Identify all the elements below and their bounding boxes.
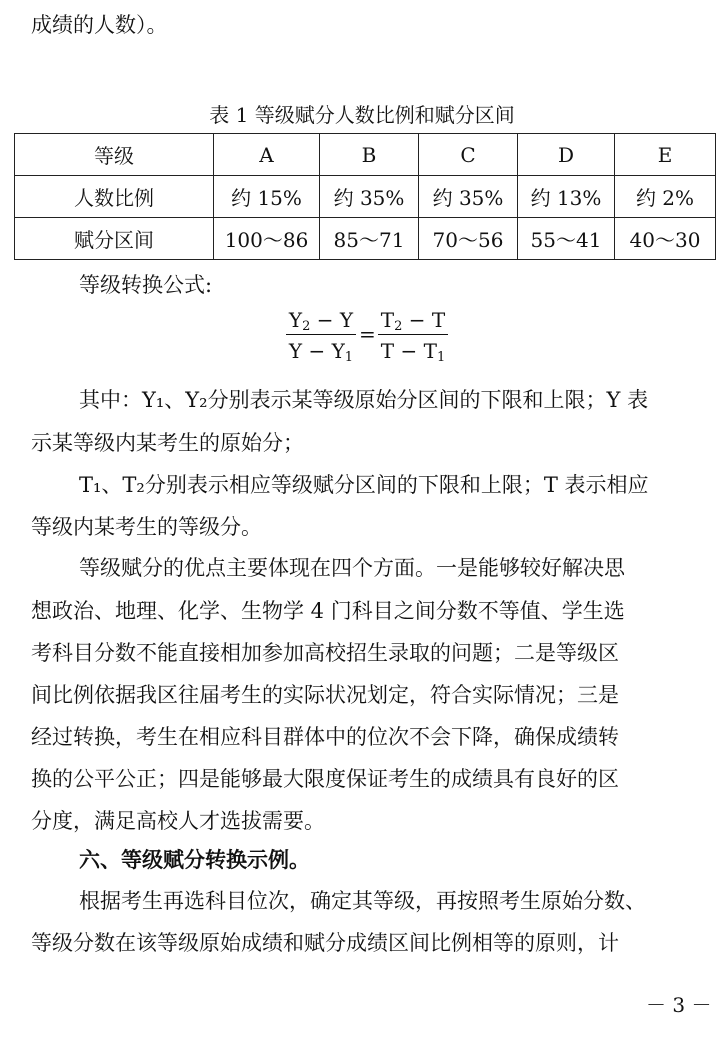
text-line: 成绩的人数）。 [31,13,168,37]
table-cell: 约 35% [320,176,419,218]
table-cell: 赋分区间 [15,218,214,260]
table-row [15,218,716,260]
table-header-cell: E [615,134,716,176]
table-cell: 40～30 [615,218,716,260]
table-cell: 85～71 [320,218,419,260]
text-line: 考科目分数不能直接相加参加高校招生录取的问题；二是等级区 [31,641,619,665]
text-line: 示某等级内某考生的原始分； [31,431,304,455]
text-line: 经过转换，考生在相应科目群体中的位次不会下降，确保成绩转 [31,725,619,749]
section-heading: 六、等级赋分转换示例。 [79,847,310,872]
page-number: － 3 － [646,993,712,1017]
table-cell: 55～41 [518,218,615,260]
table-header-cell: 等级 [15,134,214,176]
grade-table [14,133,716,260]
formula-left-denominator: $Y - Y_1$ [288,339,354,365]
table-cell: 约 35% [419,176,518,218]
text-line: 换的公平公正；四是能够最大限度保证考生的成绩具有良好的区 [31,767,619,791]
text-line: 分度，满足高校人才选拔需要。 [31,809,325,833]
text-line: 间比例依据我区往届考生的实际状况划定，符合实际情况；三是 [31,683,619,707]
text-line: 等级内某考生的等级分。 [31,515,262,539]
formula-right-denominator: $T - T_1$ [380,339,446,365]
text-line: 想政治、地理、化学、生物学 4 门科目之间分数不等值、学生选 [31,599,625,623]
formula-intro: 等级转换公式: [79,273,213,297]
conversion-formula [286,306,456,372]
formula-left-numerator: $Y_2 - Y$ [286,306,356,335]
formula-right-numerator: $T_2 - T$ [378,306,448,335]
table-cell: 约 13% [518,176,615,218]
text-line: 等级赋分的优点主要体现在四个方面。一是能够较好解决思 [79,556,625,580]
table-header-cell: C [419,134,518,176]
table-cell: 约 15% [214,176,320,218]
table-cell: 约 2% [615,176,716,218]
text-line: 其中：Y₁、Y₂分别表示某等级原始分区间的下限和上限；Y 表 [79,388,649,412]
formula-right-fraction [378,306,448,365]
table-header-cell: D [518,134,615,176]
formula-left-fraction [286,306,356,365]
table-cell: 100～86 [214,218,320,260]
table-cell: 70～56 [419,218,518,260]
table-header-cell: A [214,134,320,176]
table-header-row [15,134,716,176]
table-cell: 人数比例 [15,176,214,218]
table-row [15,176,716,218]
text-line: T₁、T₂分别表示相应等级赋分区间的下限和上限；T 表示相应 [79,473,649,497]
table-header-cell: B [320,134,419,176]
text-line: 等级分数在该等级原始成绩和赋分成绩区间比例相等的原则，计 [31,931,619,955]
text-line: 根据考生再选科目位次，确定其等级，再按照考生原始分数、 [79,889,646,913]
formula-equals: = [359,322,376,346]
table-caption: 表 1 等级赋分人数比例和赋分区间 [209,103,515,127]
